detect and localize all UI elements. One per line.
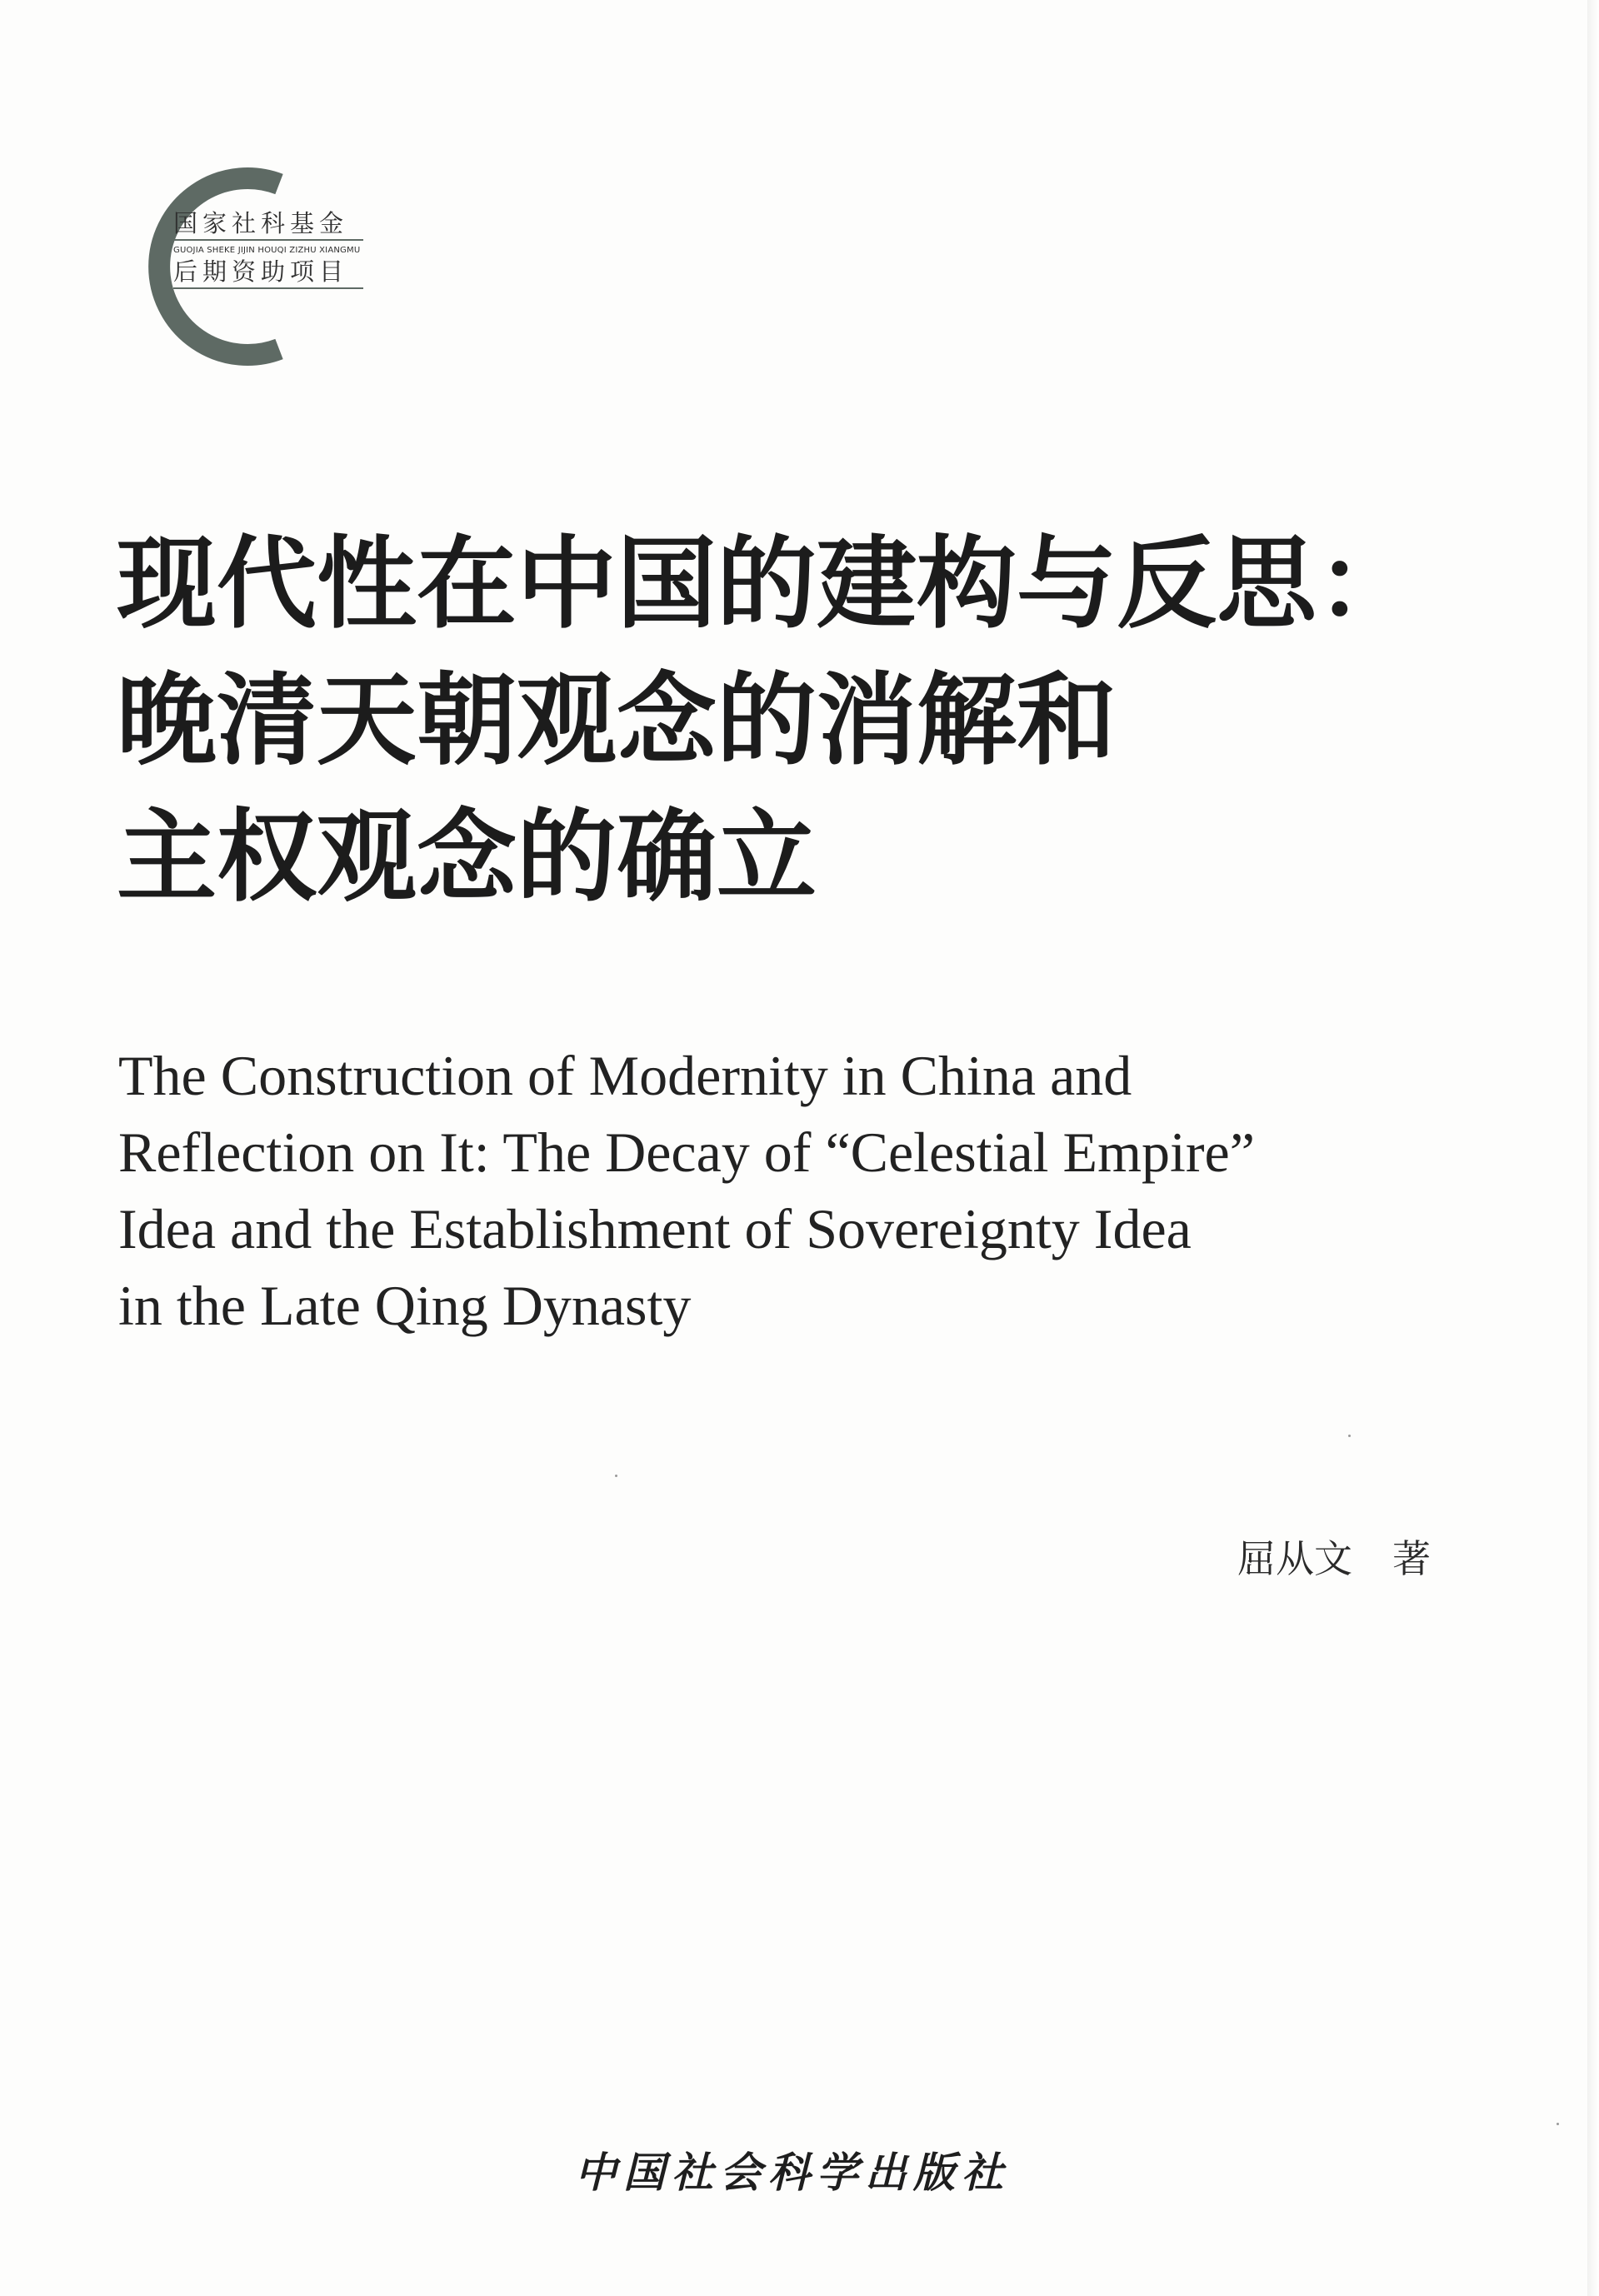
chinese-title-line-3: 主权观念的确立 — [117, 800, 817, 916]
english-title-line-3: Idea and the Establishment of Sovereignty Idea — [118, 1197, 1192, 1260]
logo-line-pinyin: GUOJIA SHEKE JIJIN HOUQI ZIZHU XIANGMU — [173, 246, 361, 255]
funding-program-logo — [108, 162, 408, 371]
english-title — [118, 1037, 1452, 1344]
print-speck — [1348, 1435, 1351, 1437]
chinese-title — [117, 517, 1533, 926]
english-title-line-1: The Construction of Modernity in China and — [118, 1044, 1132, 1107]
english-title-line-4: in the Late Qing Dynasty — [118, 1274, 692, 1337]
chinese-title-line-1: 现代性在中国的建构与反思： — [117, 527, 1417, 642]
author-role: 著 — [1392, 1536, 1431, 1581]
print-speck — [615, 1475, 617, 1477]
author-credit — [1237, 1529, 1431, 1584]
logo-text — [173, 209, 407, 289]
publisher-name: 中国社会科学出版社 — [575, 2148, 1010, 2197]
chinese-title-line-2: 晚清天朝观念的消解和 — [117, 663, 1117, 779]
logo-line-subsidy: 后期资助项目 — [173, 257, 363, 289]
author-name: 屈从文 — [1237, 1536, 1352, 1581]
logo-line-program: 国家社科基金 — [173, 209, 363, 241]
print-speck — [1557, 2123, 1559, 2125]
page-edge — [1587, 0, 1599, 2296]
english-title-line-2: Reflection on It: The Decay of “Celestial Empire” — [118, 1121, 1255, 1184]
